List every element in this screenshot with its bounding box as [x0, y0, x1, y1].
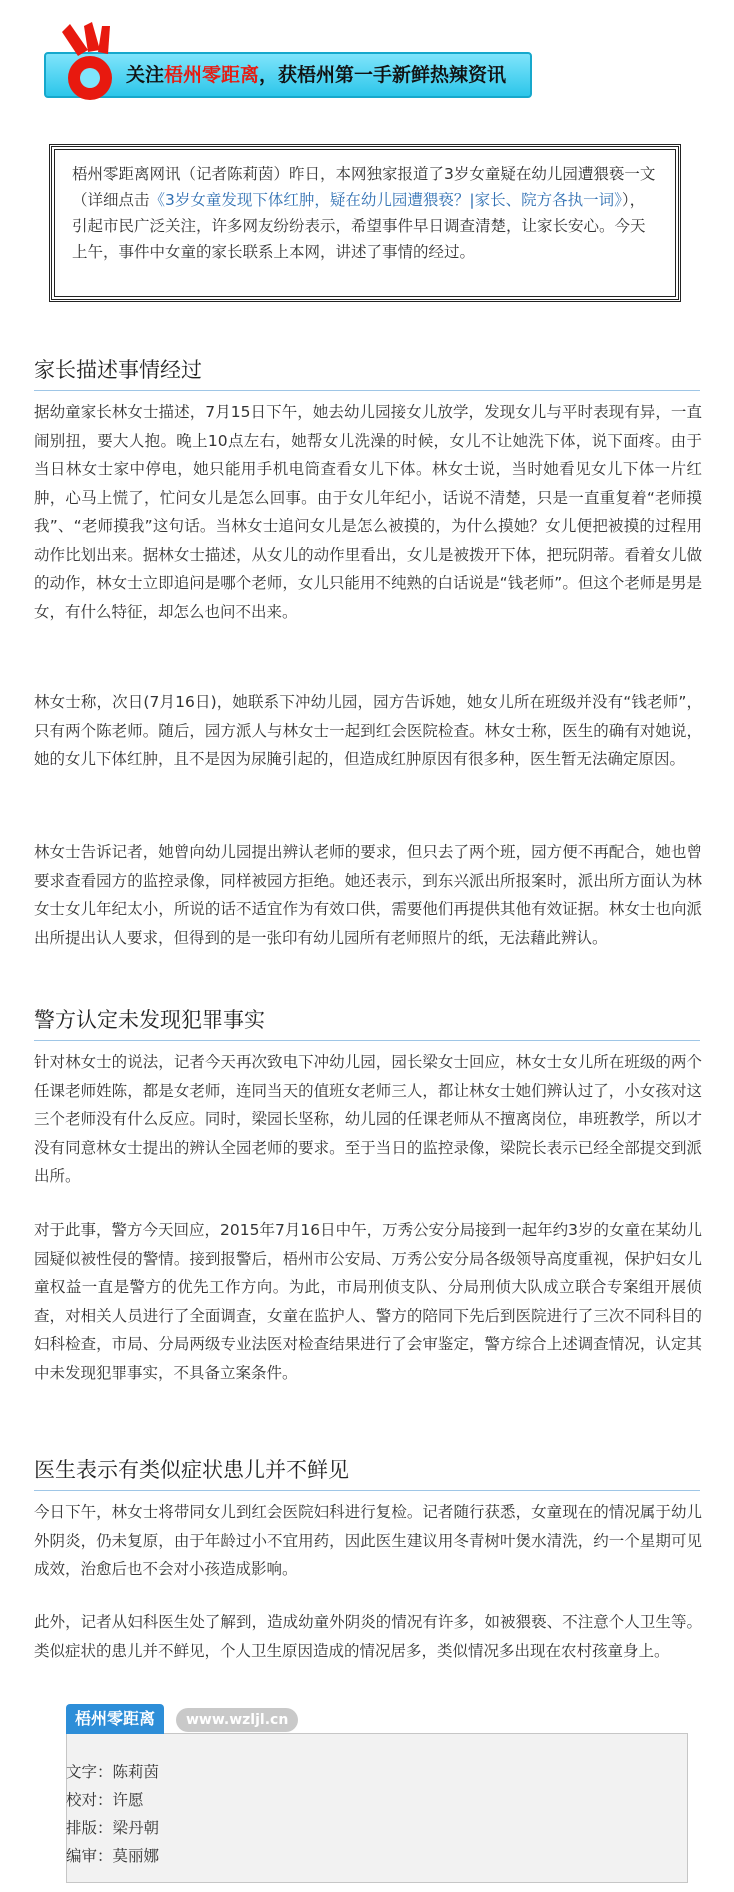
- credits-url-badge: www.wzljl.cn: [176, 1708, 298, 1732]
- section-title-3: 医生表示有类似症状患儿并不鲜见: [34, 1456, 700, 1491]
- section-1-paragraph-3: 林女士告诉记者，她曾向幼儿园提出辨认老师的要求，但只去了两个班，园方便不再配合，她也曾要求查看园方的监控录像，同样被园方拒绝。她还表示，到东兴派出所报案时，派出所方面认为林女士女儿年纪太小，所说的话不适宜作为有效口供，需要他们再提供其他有效证据。林女士也向派出所提出认人要求，但得到的是一张印有幼儿园所有老师照片的纸，无法藉此辨认。: [34, 843, 702, 947]
- section-2-paragraph-1: 针对林女士的说法，记者今天再次致电下冲幼儿园，园长梁女士回应，林女士女儿所在班级的两个任课老师姓陈，都是女老师，连同当天的值班女老师三人，都让林女士她们辨认过了，小女孩对这三个老师没有什么反应。同时，梁园长坚称，幼儿园的任课老师从不擅离岗位，串班教学，所以才没有同意林女士提出的辨认全园老师的要求。至于当日的监控录像，梁院长表示已经全部提交到派出所。: [34, 1053, 702, 1185]
- credit-editor: 编审：莫丽娜: [66, 1847, 160, 1865]
- intro-text-after: ），引起市民广泛关注，许多网友纷纷表示，希望事件早日调查清楚，让家长安心。今天上午，事件中女童的家长联系上本网，讲述了事情的经过。: [72, 191, 646, 261]
- credit-layout: 排版：梁丹朝: [66, 1819, 160, 1837]
- section-3-paragraph-2: 此外，记者从妇科医生处了解到，造成幼童外阴炎的情况有许多，如被猥亵、不注意个人卫生等。类似症状的患儿并不鲜见，个人卫生原因造成的情况居多，类似情况多出现在农村孩童身上。: [34, 1613, 702, 1660]
- credits-lines: [66, 1758, 159, 1870]
- intro-article-link[interactable]: 《3岁女童发现下体红肿，疑在幼儿园遭猥亵？|家长、院方各执一词》: [149, 191, 622, 209]
- intro-text: [68, 155, 662, 265]
- follow-banner: [40, 20, 536, 110]
- banner-suffix: ，获梧州第一手新鲜热辣资讯: [259, 64, 507, 86]
- intro-text-before: 梧州零距离网讯（记者陈莉茵）昨日，本网独家报道了3岁女童疑在幼儿园遭猥亵一文（详细点击: [72, 165, 656, 209]
- section-title-1: 家长描述事情经过: [34, 356, 700, 391]
- credits-box: [66, 1733, 688, 1883]
- hand-logo-icon: [58, 20, 124, 106]
- banner-brand: 梧州零距离: [164, 64, 260, 86]
- section-title-2: 警方认定未发现犯罪事实: [34, 1006, 700, 1041]
- banner-prefix: 关注: [126, 64, 165, 86]
- section-3-paragraph-1: 今日下午，林女士将带同女儿到红会医院妇科进行复检。记者随行获悉，女童现在的情况属于幼儿外阴炎，仍未复原，由于年龄过小不宜用药，因此医生建议用冬青树叶煲水清洗，约一个星期可见成效，治愈后也不会对小孩造成影响。: [34, 1503, 702, 1578]
- banner-text: [126, 54, 506, 96]
- intro-box: [49, 144, 681, 302]
- section-2-paragraph-2: 对于此事，警方今天回应，2015年7月16日中午，万秀公安分局接到一起年约3岁的女童在某幼儿园疑似被性侵的警情。接到报警后，梧州市公安局、万秀公安分局各级领导高度重视，保护妇女儿童权益一直是警方的优先工作方向。为此，市局刑侦支队、分局刑侦大队成立联合专案组开展侦查，对相关人员进行了全面调查，女童在监护人、警方的陪同下先后到医院进行了三次不同科目的妇科检查，市局、分局两级专业法医对检查结果进行了会审鉴定，警方综合上述调查情况，认定其中未发现犯罪事实，不具备立案条件。: [34, 1221, 702, 1382]
- section-1-paragraph-1: 据幼童家长林女士描述，7月15日下午，她去幼儿园接女儿放学，发现女儿与平时表现有异，一直闹别扭，要大人抱。晚上10点左右，她帮女儿洗澡的时候，女儿不让她洗下体，说下面疼。由于当日林女士家中停电，她只能用手机电筒查看女儿下体。林女士说，当时她看见女儿下体一片红肿，心马上慌了，忙问女儿是怎么回事。由于女儿年纪小，话说不清楚，只是一直重复着“老师摸我”、“老师摸我”这句话。当林女士追问女儿是怎么被摸的，为什么摸她？女儿便把被摸的过程用动作比划出来。据林女士描述，从女儿的动作里看出，女儿是被拨开下体，把玩阴蒂。看着女儿做的动作，林女士立即追问是哪个老师，女儿只能用不纯熟的白话说是“钱老师”。但这个老师是男是女，有什么特征，却怎么也问不出来。: [34, 403, 702, 621]
- section-1-paragraph-2: 林女士称，次日(7月16日)，她联系下冲幼儿园，园方告诉她，她女儿所在班级并没有“钱老师”，只有两个陈老师。随后，园方派人与林女士一起到红会医院检查。林女士称，医生的确有对她说，她的女儿下体红肿，且不是因为尿腌引起的，但造成红肿原因有很多种，医生暂无法确定原因。: [34, 693, 702, 768]
- credit-writer: 文字：陈莉茵: [66, 1763, 160, 1781]
- credits-brand-tag: 梧州零距离: [66, 1704, 164, 1734]
- credit-proofreader: 校对：许愿: [66, 1791, 144, 1809]
